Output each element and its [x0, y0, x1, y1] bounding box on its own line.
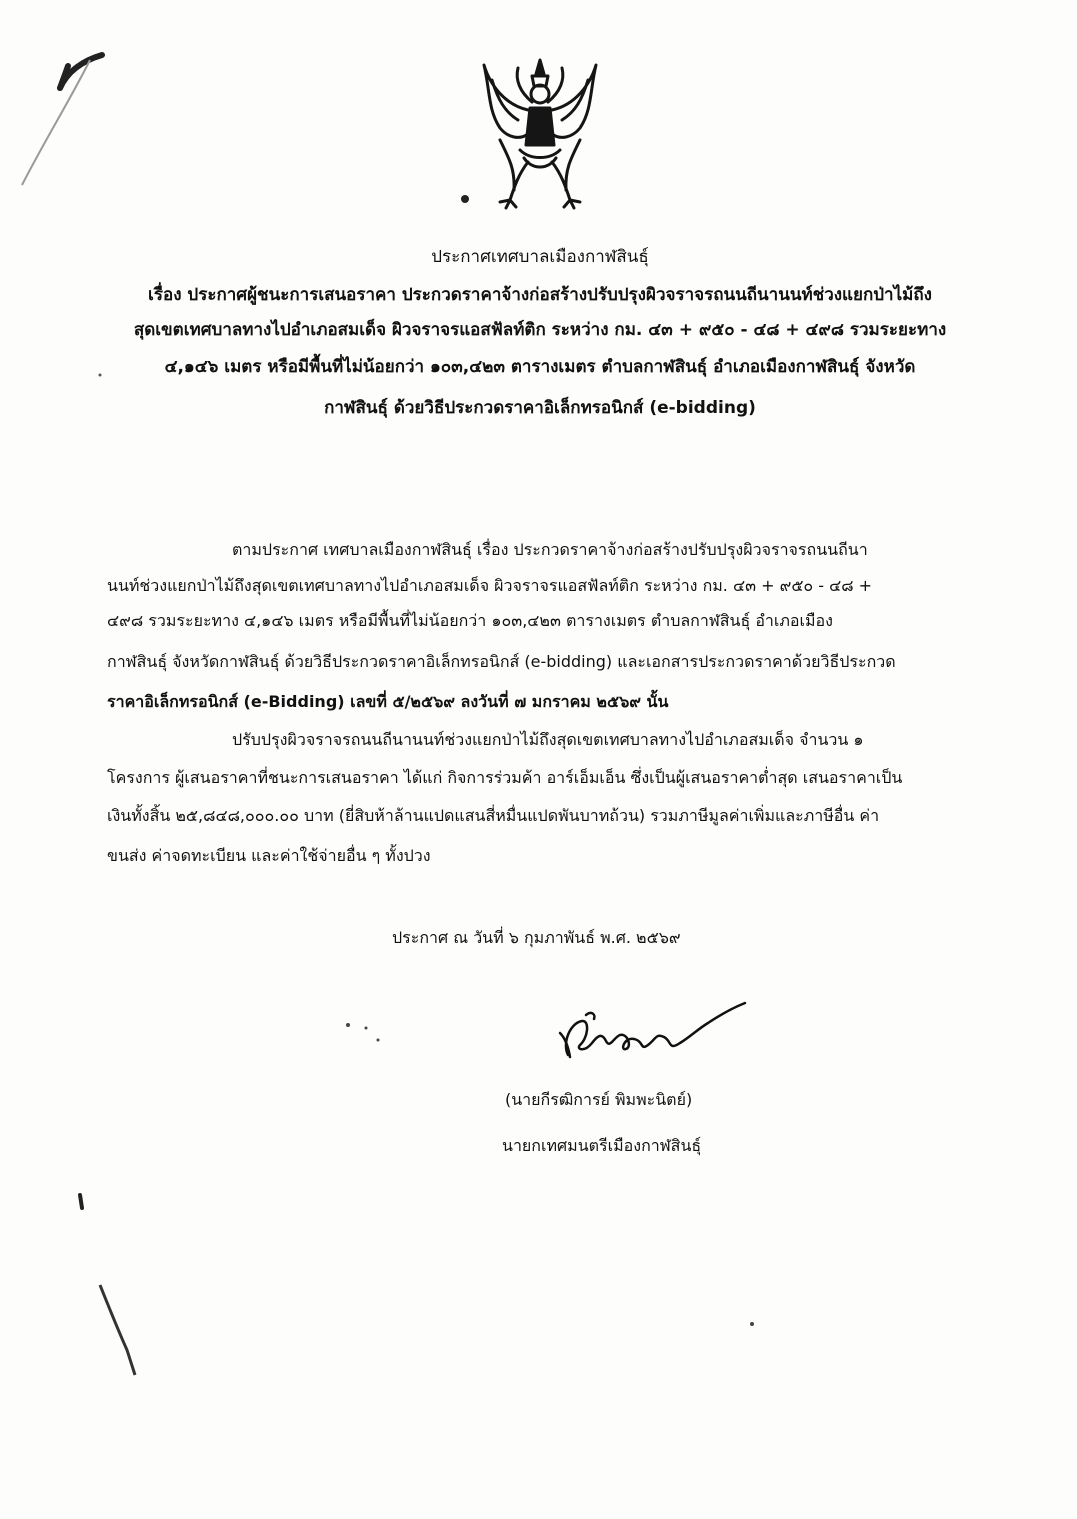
body-paragraph-line: กาฬสินธุ์ จังหวัดกาฬสินธุ์ ด้วยวิธีประกวดราคาอิเล็กทรอนิกส์ (e-bidding) และเอกสารประกวดราคาด้วยวิธีประกวด — [107, 652, 896, 671]
announcement-title: ประกาศเทศบาลเมืองกาฬสินธุ์ — [431, 247, 649, 267]
subject-line: กาฬสินธุ์ ด้วยวิธีประกวดราคาอิเล็กทรอนิกส์ (e-bidding) — [324, 398, 756, 418]
body-paragraph-line: ราคาอิเล็กทรอนิกส์ (e-Bidding) เลขที่ ๕/๒๕๖๙ ลงวันที่ ๗ มกราคม ๒๕๖๙ นั้น — [107, 692, 669, 711]
announcement-date: ประกาศ ณ วันที่ ๖ กุมภาพันธ์ พ.ศ. ๒๕๖๙ — [392, 928, 681, 947]
garuda-emblem — [470, 50, 610, 210]
body-paragraph-line: ปรับปรุงผิวจราจรถนนถีนานนท์ช่วงแยกป่าไม้ถึงสุดเขตเทศบาลทางไปอำเภอสมเด็จ จำนวน ๑ — [232, 730, 864, 749]
subject-line: ๔,๑๔๖ เมตร หรือมีพื้นที่ไม่น้อยกว่า ๑๐๓,๔๒๓ ตารางเมตร ตำบลกาฬสินธุ์ อำเภอเมืองกาฬสินธุ์ จังหวัด — [164, 357, 916, 377]
body-paragraph-line: ตามประกาศ เทศบาลเมืองกาฬสินธุ์ เรื่อง ประกวดราคาจ้างก่อสร้างปรับปรุงผิวจราจรถนนถีนา — [232, 540, 868, 559]
body-paragraph-line: นนท์ช่วงแยกป่าไม้ถึงสุดเขตเทศบาลทางไปอำเภอสมเด็จ ผิวจราจรแอสฟัลท์ติก ระหว่าง กม. ๔๓ + ๙๕๐ - ๔๘ + — [107, 576, 873, 595]
handwritten-signature — [540, 993, 750, 1073]
body-paragraph-line: ขนส่ง ค่าจดทะเบียน และค่าใช้จ่ายอื่น ๆ ทั้งปวง — [107, 846, 431, 865]
body-paragraph-line: ๔๙๘ รวมระยะทาง ๔,๑๔๖ เมตร หรือมีพื้นที่ไม่น้อยกว่า ๑๐๓,๔๒๓ ตารางเมตร ตำบลกาฬสินธุ์ อำเภอเมือง — [107, 611, 833, 630]
body-paragraph-line: เงินทั้งสิ้น ๒๕,๘๔๘,๐๐๐.๐๐ บาท (ยี่สิบห้าล้านแปดแสนสี่หมื่นแปดพันบาทถ้วน) รวมภาษีมูลค่าเพิ่มและภาษีอื่น ค่า — [107, 806, 880, 825]
signer-title: นายกเทศมนตรีเมืองกาฬสินธุ์ — [502, 1136, 702, 1155]
signer-name: (นายกีรฒิการย์ พิมพะนิตย์) — [505, 1090, 693, 1109]
body-paragraph-line: โครงการ ผู้เสนอราคาที่ชนะการเสนอราคา ได้แก่ กิจการร่วมค้า อาร์เอ็มเอ็น ซึ่งเป็นผู้เสนอราคาต่ำสุด เสนอราคาเป็น — [107, 768, 903, 787]
subject-line: สุดเขตเทศบาลทางไปอำเภอสมเด็จ ผิวจราจรแอสฟัลท์ติก ระหว่าง กม. ๔๓ + ๙๕๐ - ๔๘ + ๔๙๘ รวมระยะทาง — [133, 320, 947, 340]
subject-line: เรื่อง ประกาศผู้ชนะการเสนอราคา ประกวดราคาจ้างก่อสร้างปรับปรุงผิวจราจรถนนถีนานนท์ช่วงแยกป่าไม้ถึง — [148, 285, 932, 305]
